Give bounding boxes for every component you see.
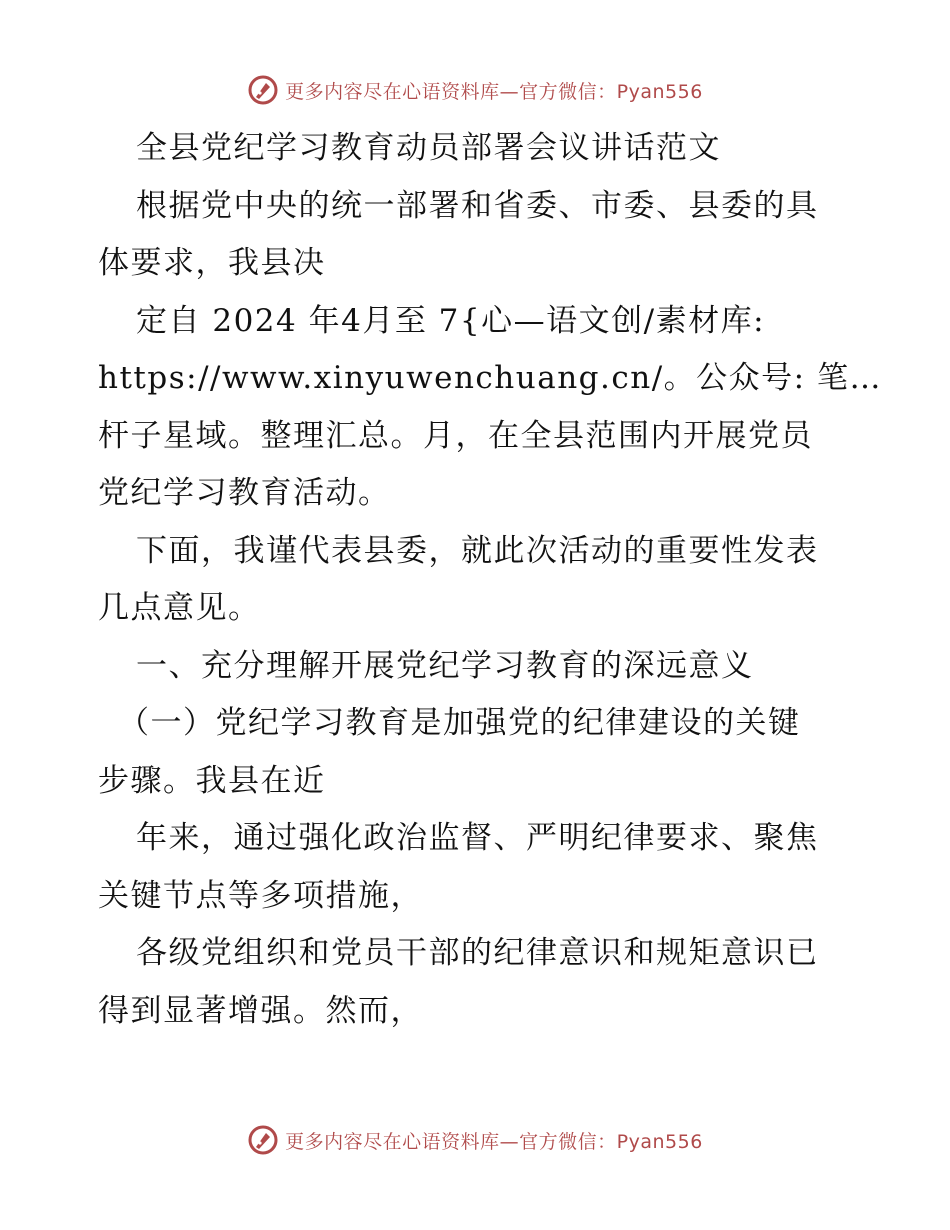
subsection-heading: （一）党纪学习教育是加强党的纪律建设的关键 <box>118 705 801 741</box>
paragraph-line: 得到显著增强。然而， <box>98 992 423 1029</box>
paragraph-line: 步骤。我县在近 <box>98 762 326 799</box>
document-title: 全县党纪学习教育动员部署会议讲话范文 <box>136 130 721 166</box>
footer-banner <box>0 1120 950 1160</box>
document-body <box>98 120 882 1040</box>
paragraph-line: 关键节点等多项措施， <box>98 877 423 914</box>
paragraph-line: 下面，我谨代表县委，就此次活动的重要性发表 <box>136 532 819 569</box>
pen-nib-circle-icon <box>247 1124 279 1156</box>
paragraph-line: 根据党中央的统一部署和省委、市委、县委的具 <box>136 187 819 224</box>
pen-nib-circle-icon <box>247 74 279 106</box>
paragraph-line: 杆子星域。整理汇总。月，在全县范围内开展党员 <box>98 417 813 454</box>
header-banner-text: 更多内容尽在心语资料库—官方微信：Pyan556 <box>285 80 703 103</box>
paragraph-line: 体要求，我县决 <box>98 245 326 281</box>
paragraph-line: 年来，通过强化政治监督、严明纪律要求、聚焦 <box>136 820 819 856</box>
section-heading: 一、充分理解开展党纪学习教育的深远意义 <box>136 647 754 684</box>
paragraph-line: https://www.xinyuwenchuang.cn/。公众号: 笔… <box>98 360 882 396</box>
footer-banner-text: 更多内容尽在心语资料库—官方微信：Pyan556 <box>285 1130 703 1153</box>
paragraph-line: 几点意见。 <box>98 590 261 626</box>
header-banner <box>0 70 950 110</box>
paragraph-line: 各级党组织和党员干部的纪律意识和规矩意识已 <box>136 935 819 971</box>
paragraph-line: 定自 2024 年4月至 7{心—语文创/素材库: <box>136 302 766 339</box>
paragraph-line: 党纪学习教育活动。 <box>98 475 391 511</box>
